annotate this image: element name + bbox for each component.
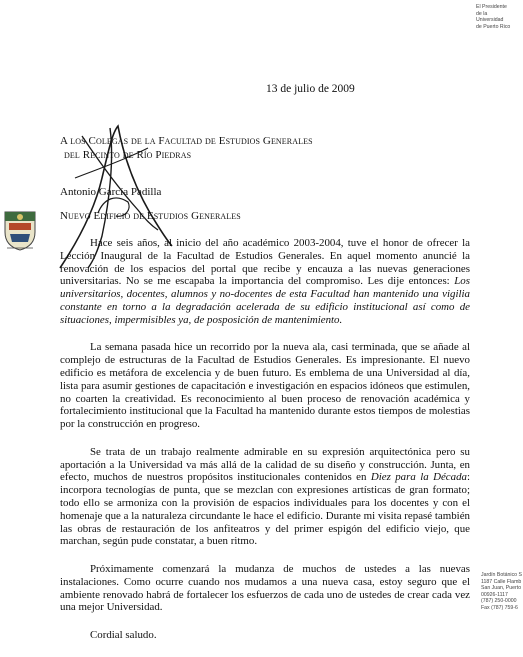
letterhead-line: de la	[476, 10, 488, 17]
address-line: San Juan, Puerto	[481, 585, 522, 592]
fax-line: Fax (787) 759-6	[481, 604, 518, 611]
letterhead-line: de Puerto Rico	[476, 23, 511, 30]
paragraph-1-text: Hace seis años, al inicio del año académico 2003-2004, tuve el honor de ofrecer la Lección Inaugural de la Facultad de Estudios Generales. En aquel momento anuncié la renovación de los espacios del portal que recibe y encauza a las nuevas generaciones universitarias. No se me escapaba la importancia del compromiso. Les dije entonces:	[60, 237, 470, 288]
paragraph-3-title: Diez para la Década	[370, 471, 467, 484]
letter-date: 13 de julio de 2009	[266, 83, 355, 95]
paragraph-3-text-b: : incorpora tecnologías de punta, que se mezclan con expresiones artísticas de gran formato; todo ello se armoniza con la provisión de espacios individuales para los docentes y con el homenaje que a la naturaleza circundante le hace el edificio. Durante mi visita repasé también las obras de restauración de los anfiteatros y del primer espigón del edificio viejo, que marchan, según pude constatar, a buen ritmo.	[60, 471, 470, 548]
paragraph-4: Próximamente comenzará la mudanza de muchos de ustedes a las nuevas instalaciones. Como ocurre cuando nos mudamos a una nueva casa, estoy seguro que el ambiente renovado habrá de fortalecer los esfuerzos de cada uno de ustedes de crear cada vez una mejor Universidad.	[60, 562, 470, 614]
signatory-name: Antonio García Padilla	[60, 186, 162, 198]
university-seal-icon	[2, 208, 38, 252]
letter-subject: Nuevo Edificio de Estudios Generales	[60, 210, 241, 222]
paragraph-1	[60, 237, 470, 327]
addressee-line-1: A los Colegas de la Facultad de Estudios Generales	[60, 135, 313, 147]
phone-line: (787) 250-0000	[481, 598, 517, 605]
letterhead-address	[481, 572, 523, 612]
address-line: 1187 Calle Flamb	[481, 578, 522, 585]
paragraph-1-quote: Los universitarios, docentes, alumnos y no-docentes de esta Facultad han mantenido una vigilia constante en torno a la degradación acelerada de su edificio institucional así como de situaciones, impermisibles ya, de posposición de mantenimiento.	[60, 275, 470, 326]
letterhead-line: Universidad	[476, 17, 504, 24]
closing-salutation: Cordial saludo.	[90, 628, 157, 641]
address-line: 00926-1117	[481, 591, 508, 598]
address-line: Jardín Botánico S	[481, 572, 522, 578]
letter-body	[60, 237, 470, 657]
paragraph-3-text-a: Se trata de un trabajo realmente admirable en su expresión arquitectónica pero su aportación a la Universidad va más allá de la calidad de su diseño y construcción. Junta, en efecto, muchos de nuestros propósitos institucionales contenidos en	[60, 445, 470, 484]
letterhead-office	[476, 4, 522, 30]
letterhead-line: El Presidente	[476, 4, 507, 10]
paragraph-3	[60, 446, 470, 548]
paragraph-2: La semana pasada hice un recorrido por la nueva ala, casi terminada, que se añade al complejo de estructuras de la Facultad de Estudios Generales. Es impresionante. El nuevo edificio es metáfora de excelencia y de buen futuro. Es emblema de una Universidad al día, lista para asumir gestiones de capacitación e investigación en espacios idóneos que estimulen, no coarten la creatividad. Es reconocimiento al buen proceso de renovación académica y fortalecimiento institucional que la Facultad ha mantenido durante estos tiempos de molestias por la construcción en progreso.	[60, 341, 470, 431]
addressee-block	[60, 134, 313, 162]
addressee-line-2: del Recinto de Río Piedras	[64, 149, 192, 161]
